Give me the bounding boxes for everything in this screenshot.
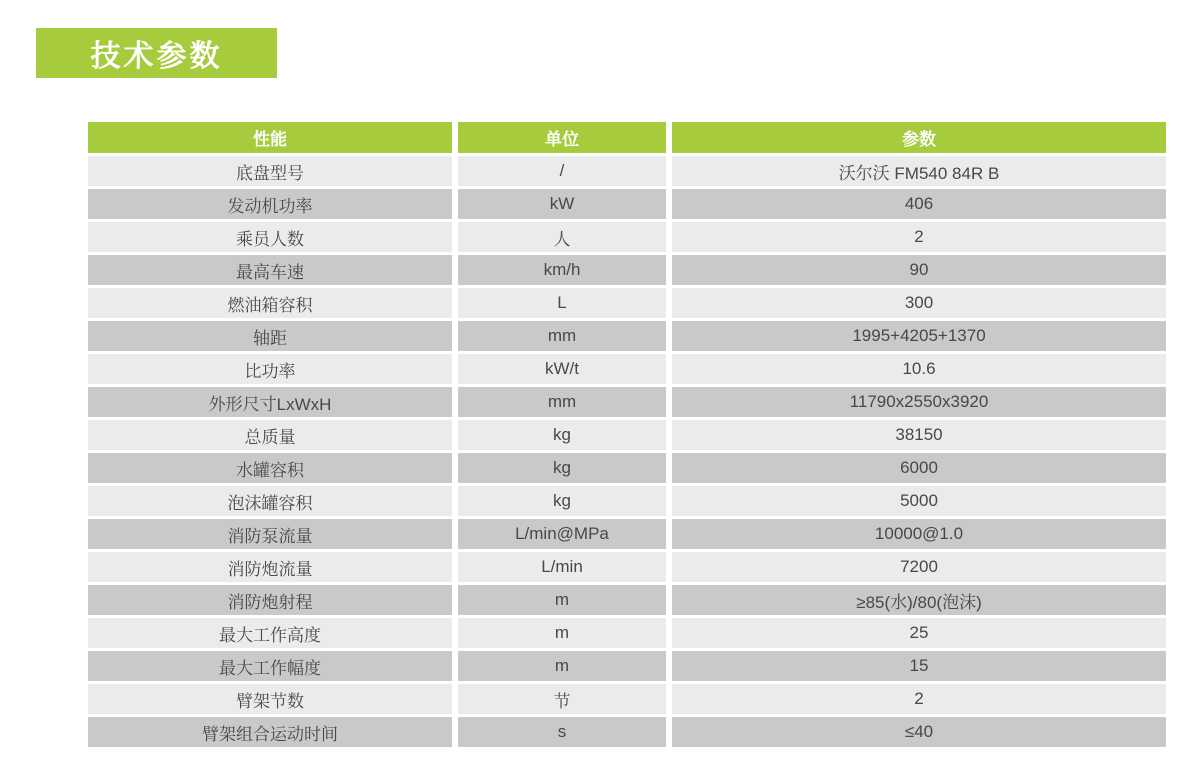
row-value: 15 (672, 651, 1166, 681)
row-unit: s (458, 717, 666, 747)
row-unit: / (458, 156, 666, 186)
row-unit: m (458, 651, 666, 681)
table-row (88, 255, 1166, 285)
row-unit: kg (458, 420, 666, 450)
row-unit: 节 (458, 684, 666, 714)
row-unit: mm (458, 387, 666, 417)
row-unit: L (458, 288, 666, 318)
table-header-row (88, 122, 1166, 153)
table-row (88, 156, 1166, 186)
row-label: 臂架组合运动时间 (88, 717, 452, 747)
row-value: 6000 (672, 453, 1166, 483)
row-unit: m (458, 618, 666, 648)
row-value: 11790x2550x3920 (672, 387, 1166, 417)
table-row (88, 585, 1166, 615)
table-row (88, 486, 1166, 516)
row-label: 比功率 (88, 354, 452, 384)
row-label: 燃油箱容积 (88, 288, 452, 318)
row-unit: kW/t (458, 354, 666, 384)
table-row (88, 519, 1166, 549)
row-value: 沃尔沃 FM540 84R B (672, 156, 1166, 186)
row-value: ≤40 (672, 717, 1166, 747)
row-label: 泡沫罐容积 (88, 486, 452, 516)
table-row (88, 684, 1166, 714)
page-title: 技术参数 (36, 28, 277, 78)
row-value: 90 (672, 255, 1166, 285)
row-value: 406 (672, 189, 1166, 219)
row-value: 2 (672, 222, 1166, 252)
row-label: 水罐容积 (88, 453, 452, 483)
row-unit: m (458, 585, 666, 615)
table-row (88, 717, 1166, 747)
column-header-unit: 单位 (458, 122, 666, 153)
row-label: 乘员人数 (88, 222, 452, 252)
table-row (88, 321, 1166, 351)
row-label: 底盘型号 (88, 156, 452, 186)
table-row (88, 453, 1166, 483)
row-unit: 人 (458, 222, 666, 252)
table-row (88, 189, 1166, 219)
table-row (88, 354, 1166, 384)
row-unit: L/min (458, 552, 666, 582)
row-value: 10.6 (672, 354, 1166, 384)
row-unit: kg (458, 486, 666, 516)
row-label: 发动机功率 (88, 189, 452, 219)
row-label: 总质量 (88, 420, 452, 450)
row-value: 5000 (672, 486, 1166, 516)
row-value: 2 (672, 684, 1166, 714)
column-header-parameter: 参数 (672, 122, 1166, 153)
row-value: 300 (672, 288, 1166, 318)
row-unit: km/h (458, 255, 666, 285)
row-unit: kW (458, 189, 666, 219)
row-value: 10000@1.0 (672, 519, 1166, 549)
spec-table (88, 122, 1166, 747)
column-header-performance: 性能 (88, 122, 452, 153)
table-row (88, 651, 1166, 681)
row-label: 最大工作幅度 (88, 651, 452, 681)
row-value: 38150 (672, 420, 1166, 450)
row-unit: mm (458, 321, 666, 351)
row-label: 消防炮射程 (88, 585, 452, 615)
row-unit: kg (458, 453, 666, 483)
table-row (88, 552, 1166, 582)
table-row (88, 420, 1166, 450)
row-label: 消防炮流量 (88, 552, 452, 582)
row-value: 7200 (672, 552, 1166, 582)
table-row (88, 222, 1166, 252)
row-value: ≥85(水)/80(泡沫) (672, 585, 1166, 615)
row-label: 最大工作高度 (88, 618, 452, 648)
row-value: 25 (672, 618, 1166, 648)
row-label: 臂架节数 (88, 684, 452, 714)
table-body (88, 156, 1166, 747)
table-row (88, 387, 1166, 417)
row-label: 外形尺寸LxWxH (88, 387, 452, 417)
row-value: 1995+4205+1370 (672, 321, 1166, 351)
table-row (88, 618, 1166, 648)
row-unit: L/min@MPa (458, 519, 666, 549)
table-row (88, 288, 1166, 318)
row-label: 最高车速 (88, 255, 452, 285)
row-label: 消防泵流量 (88, 519, 452, 549)
row-label: 轴距 (88, 321, 452, 351)
